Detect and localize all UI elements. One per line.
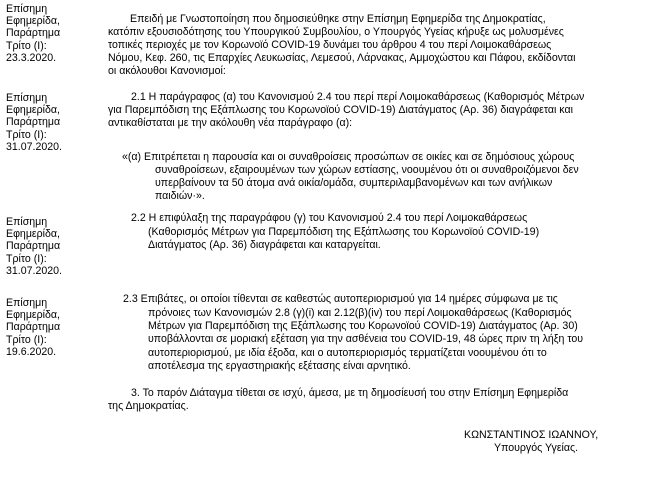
- margin-note-line: 31.07.2020.: [6, 140, 62, 153]
- margin-note-line: Τρίτο (Ι):: [6, 252, 47, 265]
- margin-note-line: 23.3.2020.: [6, 51, 57, 64]
- paragraph-2-3-line: πρόνοιες των Κανονισμών 2.8 (γ)(i) και 2.12(β)(iv) του περί Λοιμοκαθάρσεως (Καθορισμός: [148, 307, 572, 319]
- signatory-title: Υπουργός Υγείας.: [494, 442, 579, 454]
- intro-line: Νόμου, Κεφ. 260, τις Επαρχίες Λευκωσίας, Λεμεσού, Λάρνακας, Αμμοχώστου και Πάφου, εκδίδονται: [108, 52, 576, 64]
- paragraph-2-2-line: Διατάγματος (Αρ. 36) διαγράφεται και καταργείται.: [148, 239, 381, 251]
- paragraph-2-3-line: αυτοπεριορισμού, με ιδία έξοδα, και ο αυτοπεριορισμός τερματίζεται νοουμένου ότι το: [148, 347, 547, 359]
- intro-line: τοπικές περιοχές με τον Κορωνοϊό COVID-19 δυνάμει του άρθρου 4 του περί Λοιμοκαθάρσεως: [108, 39, 552, 51]
- quote-line: «(α) Επιτρέπεται η παρουσία και οι συναθροίσεις προσώπων σε οικίες και σε δημόσιους χώρους: [122, 151, 575, 163]
- margin-note-line: Επίσημη: [6, 216, 48, 228]
- signatory-name: ΚΩΝΣΤΑΝΤΙΝΟΣ ΙΩΑΝΝΟΥ,: [464, 429, 599, 441]
- margin-note-line: Εφημερίδα,: [6, 309, 60, 322]
- paragraph-2-1-line: αντικαθίσταται με την ακόλουθη νέα παράγραφο (α):: [108, 117, 353, 129]
- paragraph-2-2-line: 2.2 Η επιφύλαξη της παραγράφου (γ) του Κανονισμού 2.4 του περί Λοιμοκαθάρσεως: [131, 212, 528, 224]
- margin-note-4: [6, 297, 86, 358]
- margin-note-line: Παράρτημα: [6, 240, 61, 253]
- paragraph-2-1-line: 2.1 Η παράγραφος (α) του Κανονισμού 2.4 του περί περί Λοιμοκαθάρσεως (Καθορισμός Μέτρων: [131, 91, 585, 103]
- margin-note-2: [6, 92, 86, 153]
- margin-note-line: Εφημερίδα,: [6, 104, 60, 117]
- margin-note-line: Τρίτο (Ι):: [6, 39, 47, 52]
- margin-note-line: Εφημερίδα,: [6, 228, 60, 241]
- paragraph-3-line: της Δημοκρατίας.: [108, 400, 189, 412]
- intro-line: κατόπιν εξουσιοδότησης του Υπουργικού Συμβουλίου, ο Υπουργός Υγείας κήρυξε ως μολυσμένες: [108, 26, 564, 38]
- paragraph-2-2-line: (Καθορισμός Μέτρων για Παρεμπόδιση της Εξάπλωσης του Κορωνοϊού COVID-19): [148, 226, 540, 238]
- margin-note-line: Εφημερίδα,: [6, 15, 60, 28]
- intro-line: οι ακόλουθοι Κανονισμοί:: [108, 65, 226, 77]
- margin-note-line: 31.07.2020.: [6, 264, 62, 277]
- margin-note-line: Τρίτο (Ι):: [6, 128, 47, 141]
- paragraph-3-line: 3. Το παρόν Διάταγμα τίθεται σε ισχύ, άμεσα, με τη δημοσίευσή του στην Επίσημη Εφημερίδα: [131, 387, 569, 399]
- paragraph-2-3-line: υποβάλλονται σε μοριακή εξέταση για την ασθένεια του COVID-19, 48 ώρες πριν τη λήξη του: [148, 333, 584, 345]
- quote-line: υπερβαίνουν τα 50 άτομα ανά οικία/ομάδα, συμπεριλαμβανομένων και των ανήλικων: [155, 177, 553, 189]
- margin-note-line: Επίσημη: [6, 297, 48, 309]
- margin-note-line: Επίσημη: [6, 3, 48, 15]
- paragraph-2-3-line: αποτέλεσμα της εργαστηριακής εξέτασης είναι αρνητικό.: [148, 360, 411, 372]
- margin-note-3: [6, 216, 86, 277]
- paragraph-2-3-line: Μέτρων για Παρεμπόδιση της Εξάπλωσης του Κορωνοϊού COVID-19) Διατάγματος (Αρ. 30): [148, 320, 578, 332]
- margin-note-line: 19.6.2020.: [6, 345, 57, 358]
- margin-note-line: Παράρτημα: [6, 27, 61, 40]
- quote-line: συναθροίσεων, εξαιρουμένων των χώρων εστίασης, νοουμένου ότι οι συναθροιζόμενοι δεν: [155, 164, 579, 176]
- margin-note-1: [6, 3, 86, 64]
- intro-line: Επειδή με Γνωστοποίηση που δημοσιεύθηκε στην Επίσημη Εφημερίδα της Δημοκρατίας,: [130, 13, 546, 25]
- margin-note-line: Παράρτημα: [6, 321, 61, 334]
- margin-note-line: Παράρτημα: [6, 116, 61, 129]
- margin-note-line: Επίσημη: [6, 92, 48, 104]
- paragraph-2-3-line: 2.3 Επιβάτες, οι οποίοι τίθενται σε καθεστώς αυτοπεριορισμού για 14 ημέρες σύμφωνα με τις: [123, 293, 558, 305]
- margin-note-line: Τρίτο (Ι):: [6, 333, 47, 346]
- paragraph-2-1-line: για Παρεμπόδιση της Εξάπλωσης του Κορωνοϊού COVID-19) Διατάγματος (Αρ. 36) διαγράφεται και: [108, 104, 573, 116]
- quote-line: παιδιών·».: [155, 190, 205, 202]
